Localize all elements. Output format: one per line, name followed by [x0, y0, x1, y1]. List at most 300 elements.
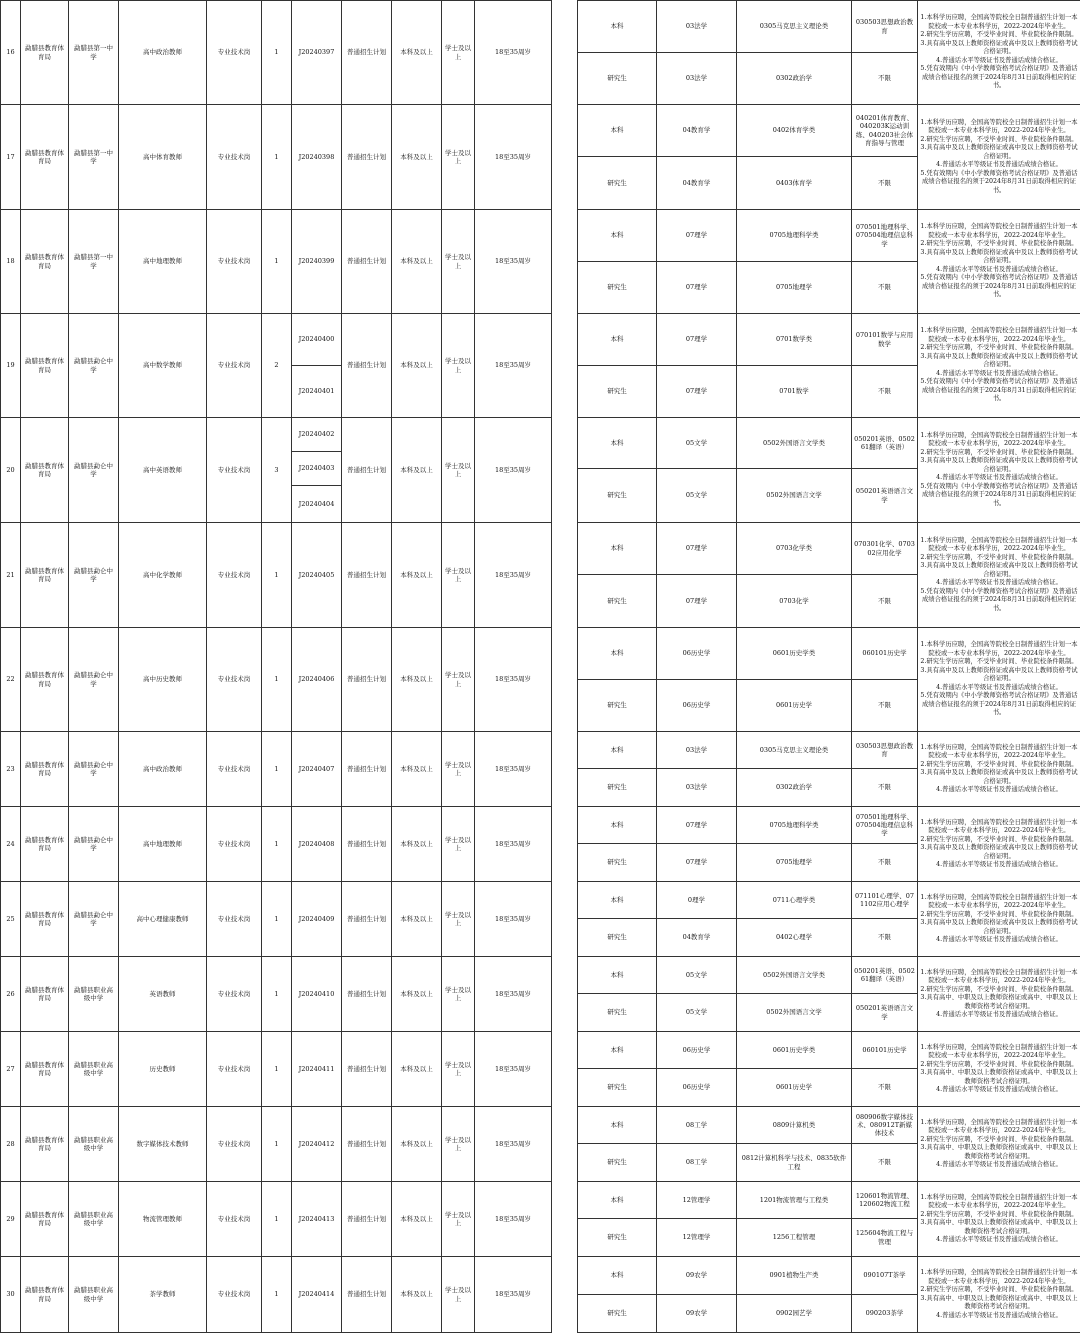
major-class-cell: 1201物流管理与工程类: [737, 1182, 852, 1219]
requirements-cell: [918, 418, 1080, 523]
degree-level-cell: 本科: [578, 957, 657, 994]
requirement-line: 3.具有高中及以上教师资格证或高中及以上教师资格考试合格证明。: [920, 457, 1078, 474]
major-class-cell: 0902园艺学: [737, 1295, 852, 1333]
blank-gap: [552, 628, 578, 732]
post-type-cell: 专业技术岗: [207, 1, 262, 105]
education-cell: 本科及以上: [392, 1107, 442, 1182]
post-code-cell: J20240397: [292, 1, 342, 105]
recruit-plan-cell: 普通招生计划: [342, 314, 392, 418]
degree-cell: 学士及以上: [442, 732, 475, 807]
requirement-line: 2.研究生学历应聘，不受毕业时间、毕业院校条件限制。: [920, 1286, 1078, 1295]
requirement-line: 1.本科学历应聘，全国高等院校全日制普通招生计划一本院校或一本专业本科学历，2022-2024年毕业生。: [920, 1119, 1078, 1136]
post-type-cell: 专业技术岗: [207, 105, 262, 210]
post-name-cell: 茶学教师: [119, 1257, 207, 1333]
age-cell: 18至35周岁: [475, 523, 552, 628]
education-cell: 本科及以上: [392, 523, 442, 628]
degree-level-cell: 本科: [578, 1182, 657, 1219]
table-row: [1, 418, 1080, 435]
requirement-line: 2.研究生学历应聘，不受毕业时间、毕业院校条件限制。: [920, 836, 1078, 845]
major-name-cell: 090107T茶学: [852, 1257, 918, 1295]
degree-cell: 学士及以上: [442, 1032, 475, 1107]
post-code-cell: J20240406: [292, 628, 342, 732]
blank-gap: [552, 1032, 578, 1107]
age-cell: 18至35周岁: [475, 1182, 552, 1257]
post-code-cell: J20240412: [292, 1107, 342, 1182]
major-name-cell: 060101历史学: [852, 628, 918, 680]
post-code-cell: J20240398: [292, 105, 342, 210]
degree-cell: 学士及以上: [442, 314, 475, 418]
discipline-category-cell: 08工学: [657, 1144, 737, 1182]
age-cell: 18至35周岁: [475, 105, 552, 210]
post-type-cell: 专业技术岗: [207, 882, 262, 957]
degree-level-cell: 本科: [578, 418, 657, 469]
age-cell: 18至35周岁: [475, 1032, 552, 1107]
major-class-cell: 0601历史学: [737, 1069, 852, 1107]
discipline-category-cell: 07理学: [657, 262, 737, 314]
discipline-category-cell: 07理学: [657, 844, 737, 882]
recruit-plan-cell: 普通招生计划: [342, 1, 392, 105]
requirement-line: 1.本科学历应聘，全国高等院校全日制普通招生计划一本院校或一本专业本科学历，2022-2024年毕业生。: [920, 1044, 1078, 1061]
major-class-cell: 0402体育学类: [737, 105, 852, 157]
major-class-cell: 0502外国语言文学: [737, 994, 852, 1032]
department-cell: 勐腊县教育体育局: [21, 105, 69, 210]
education-cell: 本科及以上: [392, 732, 442, 807]
requirement-line: 2.研究生学历应聘，不受毕业时间、毕业院校条件限制。: [920, 136, 1078, 145]
department-cell: 勐腊县教育体育局: [21, 628, 69, 732]
major-class-cell: 0701数学: [737, 366, 852, 418]
requirements-cell: [918, 105, 1080, 210]
requirement-line: 3.具有高中及以上教师资格证或高中及以上教师资格考试合格证明。: [920, 40, 1078, 57]
degree-level-cell: 研究生: [578, 53, 657, 105]
headcount-cell: 1: [262, 1107, 292, 1182]
degree-level-cell: 研究生: [578, 1069, 657, 1107]
requirement-line: 1.本科学历应聘，全国高等院校全日制普通招生计划一本院校或一本专业本科学历，2022-2024年毕业生。: [920, 14, 1078, 31]
table-row: [1, 882, 1080, 919]
post-name-cell: 高中数学教师: [119, 314, 207, 418]
row-number: 21: [1, 523, 21, 628]
post-name-cell: 高中地理教师: [119, 210, 207, 314]
major-class-cell: 0601历史学类: [737, 628, 852, 680]
requirement-line: 4.普通话水平等级证书及普通话成绩合格证。: [920, 579, 1078, 588]
discipline-category-cell: 06历史学: [657, 1032, 737, 1069]
major-name-cell: 050201英语语言文学: [852, 994, 918, 1032]
discipline-category-cell: 03法学: [657, 732, 737, 769]
requirement-line: 4.普通话水平等级证书及普通话成绩合格证。: [920, 1086, 1078, 1095]
requirement-line: 2.研究生学历应聘，不受毕业时间、毕业院校条件限制。: [920, 449, 1078, 458]
unit-cell: 勐腊县勐仑中学: [69, 418, 119, 523]
education-cell: 本科及以上: [392, 957, 442, 1032]
requirement-line: 4.普通话水平等级证书及普通话成绩合格证。: [920, 1312, 1078, 1321]
department-cell: 勐腊县教育体育局: [21, 1, 69, 105]
row-number: 25: [1, 882, 21, 957]
post-name-cell: 高中历史教师: [119, 628, 207, 732]
department-cell: 勐腊县教育体育局: [21, 957, 69, 1032]
recruit-plan-cell: 普通招生计划: [342, 882, 392, 957]
major-class-cell: 0502外国语言文学类: [737, 418, 852, 469]
post-type-cell: 专业技术岗: [207, 807, 262, 882]
headcount-cell: 1: [262, 1257, 292, 1333]
post-type-cell: 专业技术岗: [207, 418, 262, 523]
major-name-cell: 不限: [852, 366, 918, 418]
requirement-line: 4.普通话水平等级证书及普通话成绩合格证。: [920, 161, 1078, 170]
requirement-line: 5.凭有效期内《中小学教师资格考试合格证明》及普通话成绩合格证报名的须于2024年8月31日前取得相应的证书。: [920, 378, 1078, 404]
post-type-cell: 专业技术岗: [207, 957, 262, 1032]
discipline-category-cell: 07理学: [657, 366, 737, 418]
post-code-cell: J20240402: [292, 418, 342, 452]
recruit-plan-cell: 普通招生计划: [342, 105, 392, 210]
recruit-plan-cell: 普通招生计划: [342, 732, 392, 807]
education-cell: 本科及以上: [392, 628, 442, 732]
degree-level-cell: 研究生: [578, 1144, 657, 1182]
headcount-cell: 1: [262, 1032, 292, 1107]
discipline-category-cell: 0理学: [657, 882, 737, 919]
age-cell: 18至35周岁: [475, 210, 552, 314]
requirement-line: 1.本科学历应聘，全国高等院校全日制普通招生计划一本院校或一本专业本科学历，2022-2024年毕业生。: [920, 537, 1078, 554]
unit-cell: 勐腊县勐仑中学: [69, 882, 119, 957]
department-cell: 勐腊县教育体育局: [21, 732, 69, 807]
post-code-cell: J20240409: [292, 882, 342, 957]
major-name-cell: 050201英语语言文学: [852, 469, 918, 523]
age-cell: 18至35周岁: [475, 882, 552, 957]
discipline-category-cell: 09农学: [657, 1295, 737, 1333]
requirements-cell: [918, 957, 1080, 1032]
major-name-cell: 不限: [852, 680, 918, 732]
discipline-category-cell: 06历史学: [657, 628, 737, 680]
blank-gap: [552, 882, 578, 957]
requirement-line: 3.具有高中、中职及以上教师资格证或高中、中职及以上教师资格考试合格证明。: [920, 1144, 1078, 1161]
recruit-plan-cell: 普通招生计划: [342, 523, 392, 628]
degree-level-cell: 研究生: [578, 844, 657, 882]
major-class-cell: 0705地理科学类: [737, 210, 852, 262]
recruit-plan-cell: 普通招生计划: [342, 1107, 392, 1182]
discipline-category-cell: 07理学: [657, 314, 737, 366]
blank-gap: [552, 523, 578, 628]
major-name-cell: 030503思想政治教育: [852, 732, 918, 769]
major-class-cell: 0403体育学: [737, 157, 852, 210]
degree-level-cell: 研究生: [578, 575, 657, 628]
row-number: 28: [1, 1107, 21, 1182]
post-code-cell: J20240413: [292, 1182, 342, 1257]
discipline-category-cell: 12管理学: [657, 1219, 737, 1257]
education-cell: 本科及以上: [392, 807, 442, 882]
unit-cell: 勐腊县勐仑中学: [69, 314, 119, 418]
blank-gap: [552, 957, 578, 1032]
post-name-cell: 高中政治教师: [119, 732, 207, 807]
major-name-cell: 060101历史学: [852, 1032, 918, 1069]
degree-level-cell: 研究生: [578, 157, 657, 210]
table-row: [1, 210, 1080, 262]
table-row: [1, 1107, 1080, 1144]
major-name-cell: 070501地理科学、070504地理信息科学: [852, 807, 918, 844]
unit-cell: 勐腊县职业高级中学: [69, 1182, 119, 1257]
major-class-cell: 0305马克思主义理论类: [737, 732, 852, 769]
major-name-cell: 040201体育教育、040203K运动训练、040203社会体育指导与管理: [852, 105, 918, 157]
discipline-category-cell: 07理学: [657, 575, 737, 628]
requirement-line: 2.研究生学历应聘，不受毕业时间、毕业院校条件限制。: [920, 1061, 1078, 1070]
row-number: 18: [1, 210, 21, 314]
post-code-cell: J20240405: [292, 523, 342, 628]
discipline-category-cell: 06历史学: [657, 1069, 737, 1107]
discipline-category-cell: 07理学: [657, 807, 737, 844]
post-code-cell: J20240414: [292, 1257, 342, 1333]
recruit-plan-cell: 普通招生计划: [342, 1257, 392, 1333]
row-number: 20: [1, 418, 21, 523]
degree-level-cell: 本科: [578, 523, 657, 575]
department-cell: 勐腊县教育体育局: [21, 523, 69, 628]
requirements-cell: [918, 210, 1080, 314]
requirements-cell: [918, 807, 1080, 882]
education-cell: 本科及以上: [392, 882, 442, 957]
requirement-line: 5.凭有效期内《中小学教师资格考试合格证明》及普通话成绩合格证报名的须于2024年8月31日前取得相应的证书。: [920, 65, 1078, 91]
degree-cell: 学士及以上: [442, 882, 475, 957]
row-number: 24: [1, 807, 21, 882]
unit-cell: 勐腊县第一中学: [69, 210, 119, 314]
requirement-line: 2.研究生学历应聘，不受毕业时间、毕业院校条件限制。: [920, 761, 1078, 770]
requirement-line: 3.具有高中、中职及以上教师资格证或高中、中职及以上教师资格考试合格证明。: [920, 1069, 1078, 1086]
degree-cell: 学士及以上: [442, 1, 475, 105]
post-code-cell: J20240408: [292, 807, 342, 882]
discipline-category-cell: 12管理学: [657, 1182, 737, 1219]
age-cell: 18至35周岁: [475, 418, 552, 523]
post-code-cell: J20240411: [292, 1032, 342, 1107]
post-code-cell: J20240401: [292, 366, 342, 418]
post-name-cell: 物流管理教师: [119, 1182, 207, 1257]
major-class-cell: 0705地理科学类: [737, 807, 852, 844]
post-code-cell: J20240407: [292, 732, 342, 807]
post-type-cell: 专业技术岗: [207, 1257, 262, 1333]
degree-level-cell: 研究生: [578, 1219, 657, 1257]
major-class-cell: 0703化学类: [737, 523, 852, 575]
blank-gap: [552, 807, 578, 882]
major-class-cell: 0809计算机类: [737, 1107, 852, 1144]
requirement-line: 2.研究生学历应聘，不受毕业时间、毕业院校条件限制。: [920, 344, 1078, 353]
department-cell: 勐腊县教育体育局: [21, 807, 69, 882]
degree-level-cell: 研究生: [578, 1295, 657, 1333]
major-name-cell: 不限: [852, 844, 918, 882]
requirement-line: 1.本科学历应聘，全国高等院校全日制普通招生计划一本院校或一本专业本科学历，2022-2024年毕业生。: [920, 744, 1078, 761]
education-cell: 本科及以上: [392, 418, 442, 523]
table-row: [1, 1257, 1080, 1295]
table-body: [1, 1, 1080, 1333]
education-cell: 本科及以上: [392, 1257, 442, 1333]
row-number: 29: [1, 1182, 21, 1257]
department-cell: 勐腊县教育体育局: [21, 882, 69, 957]
major-name-cell: 不限: [852, 53, 918, 105]
education-cell: 本科及以上: [392, 210, 442, 314]
degree-level-cell: 本科: [578, 1257, 657, 1295]
major-name-cell: 070301化学、070302应用化学: [852, 523, 918, 575]
requirement-line: 1.本科学历应聘，全国高等院校全日制普通招生计划一本院校或一本专业本科学历，2022-2024年毕业生。: [920, 894, 1078, 911]
requirements-cell: [918, 628, 1080, 732]
discipline-category-cell: 05文学: [657, 957, 737, 994]
headcount-cell: 1: [262, 1182, 292, 1257]
requirement-line: 3.具有高中及以上教师资格证或高中及以上教师资格考试合格证明。: [920, 769, 1078, 786]
recruit-plan-cell: 普通招生计划: [342, 1182, 392, 1257]
requirement-line: 3.具有高中及以上教师资格证或高中及以上教师资格考试合格证明。: [920, 919, 1078, 936]
unit-cell: 勐腊县勐仑中学: [69, 628, 119, 732]
post-name-cell: 历史教师: [119, 1032, 207, 1107]
discipline-category-cell: 05文学: [657, 469, 737, 523]
blank-gap: [552, 314, 578, 418]
major-name-cell: 070501地理科学、070504地理信息科学: [852, 210, 918, 262]
headcount-cell: 1: [262, 210, 292, 314]
row-number: 19: [1, 314, 21, 418]
requirement-line: 3.具有高中、中职及以上教师资格证或高中、中职及以上教师资格考试合格证明。: [920, 1295, 1078, 1312]
requirement-line: 4.普通话水平等级证书及普通话成绩合格证。: [920, 266, 1078, 275]
education-cell: 本科及以上: [392, 314, 442, 418]
requirements-cell: [918, 523, 1080, 628]
discipline-category-cell: 05文学: [657, 418, 737, 469]
requirement-line: 2.研究生学历应聘，不受毕业时间、毕业院校条件限制。: [920, 1211, 1078, 1220]
headcount-cell: 1: [262, 882, 292, 957]
degree-level-cell: 本科: [578, 628, 657, 680]
age-cell: 18至35周岁: [475, 1107, 552, 1182]
major-class-cell: 0601历史学: [737, 680, 852, 732]
requirement-line: 5.凭有效期内《中小学教师资格考试合格证明》及普通话成绩合格证报名的须于2024年8月31日前取得相应的证书。: [920, 692, 1078, 718]
discipline-category-cell: 03法学: [657, 1, 737, 53]
post-name-cell: 英语教师: [119, 957, 207, 1032]
requirement-line: 3.具有高中及以上教师资格证或高中及以上教师资格考试合格证明。: [920, 844, 1078, 861]
requirement-line: 4.普通话水平等级证书及普通话成绩合格证。: [920, 474, 1078, 483]
requirement-line: 2.研究生学历应聘，不受毕业时间、毕业院校条件限制。: [920, 554, 1078, 563]
major-class-cell: 0601历史学类: [737, 1032, 852, 1069]
blank-gap: [552, 210, 578, 314]
degree-cell: 学士及以上: [442, 523, 475, 628]
row-number: 30: [1, 1257, 21, 1333]
recruit-plan-cell: 普通招生计划: [342, 418, 392, 523]
requirements-cell: [918, 1032, 1080, 1107]
blank-gap: [552, 1257, 578, 1333]
unit-cell: 勐腊县第一中学: [69, 105, 119, 210]
requirement-line: 1.本科学历应聘，全国高等院校全日制普通招生计划一本院校或一本专业本科学历，2022-2024年毕业生。: [920, 819, 1078, 836]
blank-gap: [552, 732, 578, 807]
row-number: 17: [1, 105, 21, 210]
discipline-category-cell: 09农学: [657, 1257, 737, 1295]
requirement-line: 4.普通话水平等级证书及普通话成绩合格证。: [920, 370, 1078, 379]
headcount-cell: 1: [262, 1, 292, 105]
requirement-line: 4.普通话水平等级证书及普通话成绩合格证。: [920, 936, 1078, 945]
major-name-cell: 125604物流工程与管理: [852, 1219, 918, 1257]
degree-level-cell: 本科: [578, 1032, 657, 1069]
major-name-cell: 不限: [852, 1069, 918, 1107]
department-cell: 勐腊县教育体育局: [21, 210, 69, 314]
major-name-cell: 050201英语、050261翻译（英语）: [852, 957, 918, 994]
degree-level-cell: 研究生: [578, 994, 657, 1032]
age-cell: 18至35周岁: [475, 1257, 552, 1333]
requirement-line: 4.普通话水平等级证书及普通话成绩合格证。: [920, 861, 1078, 870]
headcount-cell: 1: [262, 523, 292, 628]
major-class-cell: 0305马克思主义理论类: [737, 1, 852, 53]
requirement-line: 1.本科学历应聘，全国高等院校全日制普通招生计划一本院校或一本专业本科学历，2022-2024年毕业生。: [920, 1194, 1078, 1211]
requirement-line: 4.普通话水平等级证书及普通话成绩合格证。: [920, 1161, 1078, 1170]
major-name-cell: 120601物流管理、120602物流工程: [852, 1182, 918, 1219]
major-name-cell: 不限: [852, 262, 918, 314]
unit-cell: 勐腊县勐仑中学: [69, 732, 119, 807]
requirement-line: 3.具有高中及以上教师资格证或高中及以上教师资格考试合格证明。: [920, 144, 1078, 161]
requirement-line: 5.凭有效期内《中小学教师资格考试合格证明》及普通话成绩合格证报名的须于2024年8月31日前取得相应的证书。: [920, 274, 1078, 300]
degree-cell: 学士及以上: [442, 957, 475, 1032]
requirement-line: 1.本科学历应聘，全国高等院校全日制普通招生计划一本院校或一本专业本科学历，2022-2024年毕业生。: [920, 969, 1078, 986]
major-name-cell: 070101数学与应用数学: [852, 314, 918, 366]
major-name-cell: 不限: [852, 769, 918, 807]
degree-cell: 学士及以上: [442, 418, 475, 523]
requirement-line: 1.本科学历应聘，全国高等院校全日制普通招生计划一本院校或一本专业本科学历，2022-2024年毕业生。: [920, 1269, 1078, 1286]
degree-level-cell: 本科: [578, 807, 657, 844]
requirement-line: 4.普通话水平等级证书及普通话成绩合格证。: [920, 786, 1078, 795]
degree-level-cell: 本科: [578, 1107, 657, 1144]
major-class-cell: 0711心理学类: [737, 882, 852, 919]
headcount-cell: 1: [262, 628, 292, 732]
major-name-cell: 不限: [852, 575, 918, 628]
requirements-cell: [918, 882, 1080, 957]
recruit-plan-cell: 普通招生计划: [342, 1032, 392, 1107]
department-cell: 勐腊县教育体育局: [21, 418, 69, 523]
discipline-category-cell: 08工学: [657, 1107, 737, 1144]
degree-cell: 学士及以上: [442, 1257, 475, 1333]
table-row: [1, 1182, 1080, 1219]
post-type-cell: 专业技术岗: [207, 1182, 262, 1257]
requirement-line: 2.研究生学历应聘，不受毕业时间、毕业院校条件限制。: [920, 31, 1078, 40]
major-class-cell: 0402心理学: [737, 919, 852, 957]
post-type-cell: 专业技术岗: [207, 732, 262, 807]
discipline-category-cell: 06历史学: [657, 680, 737, 732]
blank-gap: [552, 105, 578, 210]
post-name-cell: 数字媒体技术教师: [119, 1107, 207, 1182]
row-number: 23: [1, 732, 21, 807]
requirement-line: 3.具有高中及以上教师资格证或高中及以上教师资格考试合格证明。: [920, 353, 1078, 370]
degree-level-cell: 本科: [578, 105, 657, 157]
requirements-cell: [918, 1257, 1080, 1333]
requirement-line: 5.凭有效期内《中小学教师资格考试合格证明》及普通话成绩合格证报名的须于2024年8月31日前取得相应的证书。: [920, 170, 1078, 196]
table-row: [1, 957, 1080, 994]
discipline-category-cell: 03法学: [657, 769, 737, 807]
requirement-line: 3.具有高中及以上教师资格证或高中及以上教师资格考试合格证明。: [920, 249, 1078, 266]
post-type-cell: 专业技术岗: [207, 210, 262, 314]
major-class-cell: 0302政治学: [737, 769, 852, 807]
table-row: [1, 1, 1080, 53]
recruit-plan-cell: 普通招生计划: [342, 957, 392, 1032]
major-class-cell: 0812计算机科学与技术、0835软件工程: [737, 1144, 852, 1182]
post-type-cell: 专业技术岗: [207, 314, 262, 418]
age-cell: 18至35周岁: [475, 314, 552, 418]
post-type-cell: 专业技术岗: [207, 1107, 262, 1182]
unit-cell: 勐腊县勐仑中学: [69, 807, 119, 882]
degree-cell: 学士及以上: [442, 1182, 475, 1257]
post-name-cell: 高中政治教师: [119, 1, 207, 105]
post-code-cell: J20240400: [292, 314, 342, 366]
requirements-cell: [918, 1107, 1080, 1182]
major-name-cell: 050201英语、050261翻译（英语）: [852, 418, 918, 469]
requirement-line: 1.本科学历应聘，全国高等院校全日制普通招生计划一本院校或一本专业本科学历，2022-2024年毕业生。: [920, 432, 1078, 449]
row-number: 27: [1, 1032, 21, 1107]
requirement-line: 1.本科学历应聘，全国高等院校全日制普通招生计划一本院校或一本专业本科学历，2022-2024年毕业生。: [920, 641, 1078, 658]
requirements-cell: [918, 314, 1080, 418]
headcount-cell: 1: [262, 957, 292, 1032]
degree-level-cell: 研究生: [578, 366, 657, 418]
age-cell: 18至35周岁: [475, 732, 552, 807]
requirement-line: 3.具有高中及以上教师资格证或高中及以上教师资格考试合格证明。: [920, 562, 1078, 579]
blank-gap: [552, 1, 578, 105]
major-name-cell: 071101心理学、071102应用心理学: [852, 882, 918, 919]
row-number: 26: [1, 957, 21, 1032]
requirement-line: 5.凭有效期内《中小学教师资格考试合格证明》及普通话成绩合格证报名的须于2024年8月31日前取得相应的证书。: [920, 588, 1078, 614]
discipline-category-cell: 04教育学: [657, 919, 737, 957]
discipline-category-cell: 07理学: [657, 523, 737, 575]
education-cell: 本科及以上: [392, 1, 442, 105]
table-row: [1, 628, 1080, 680]
post-name-cell: 高中化学教师: [119, 523, 207, 628]
degree-level-cell: 研究生: [578, 680, 657, 732]
